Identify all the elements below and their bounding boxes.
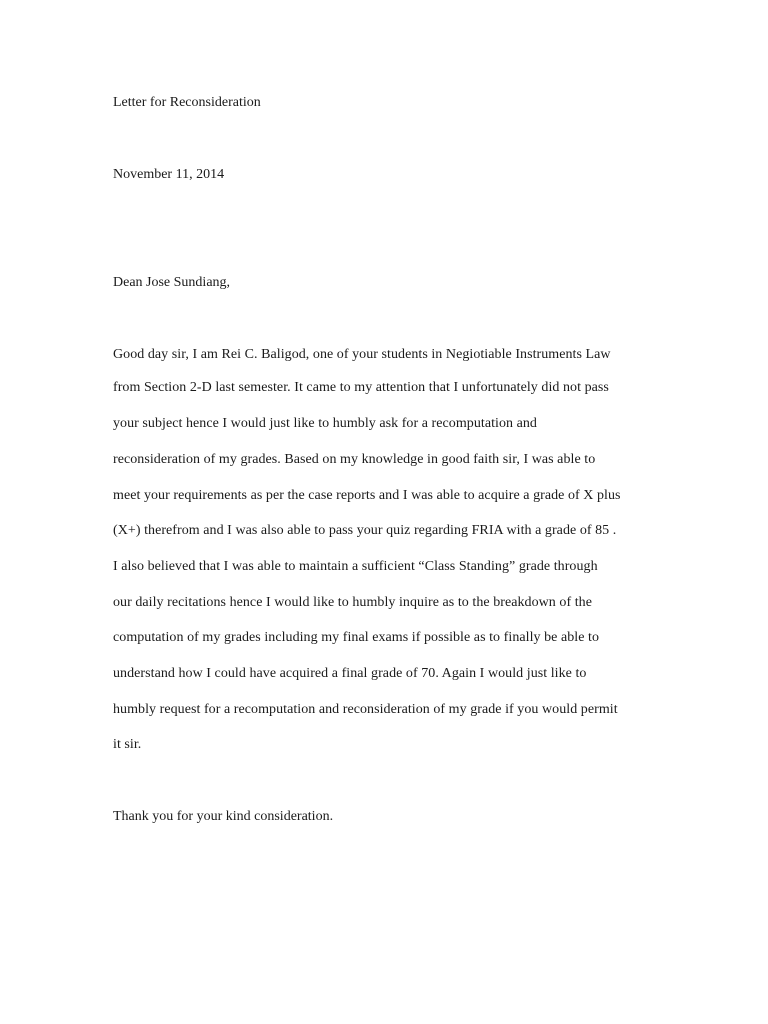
body-line: our daily recitations hence I would like to humbly inquire as to the breakdown of the <box>113 595 592 610</box>
body-line: it sir. <box>113 737 142 752</box>
body-line: meet your requirements as per the case reports and I was able to acquire a grade of X plus <box>113 488 621 503</box>
body-line: reconsideration of my grades. Based on my knowledge in good faith sir, I was able to <box>113 452 596 467</box>
body-line: (X+) therefrom and I was also able to pass your quiz regarding FRIA with a grade of 85 . <box>113 523 617 538</box>
letter-salutation: Dean Jose Sundiang, <box>113 275 231 290</box>
body-line: from Section 2-D last semester. It came to my attention that I unfortunately did not pass <box>113 380 609 395</box>
body-line: your subject hence I would just like to humbly ask for a recomputation and <box>113 416 537 431</box>
body-line: understand how I could have acquired a final grade of 70. Again I would just like to <box>113 666 587 681</box>
body-line: Good day sir, I am Rei C. Baligod, one of your students in Negiotiable Instruments Law <box>113 347 611 362</box>
body-line: humbly request for a recomputation and reconsideration of my grade if you would permit <box>113 702 618 717</box>
body-line: I also believed that I was able to maintain a sufficient “Class Standing” grade through <box>113 559 598 574</box>
letter-closing: Thank you for your kind consideration. <box>113 809 334 824</box>
letter-title: Letter for Reconsideration <box>113 95 261 110</box>
body-line: computation of my grades including my final exams if possible as to finally be able to <box>113 630 600 645</box>
letter-date: November 11, 2014 <box>113 167 225 182</box>
